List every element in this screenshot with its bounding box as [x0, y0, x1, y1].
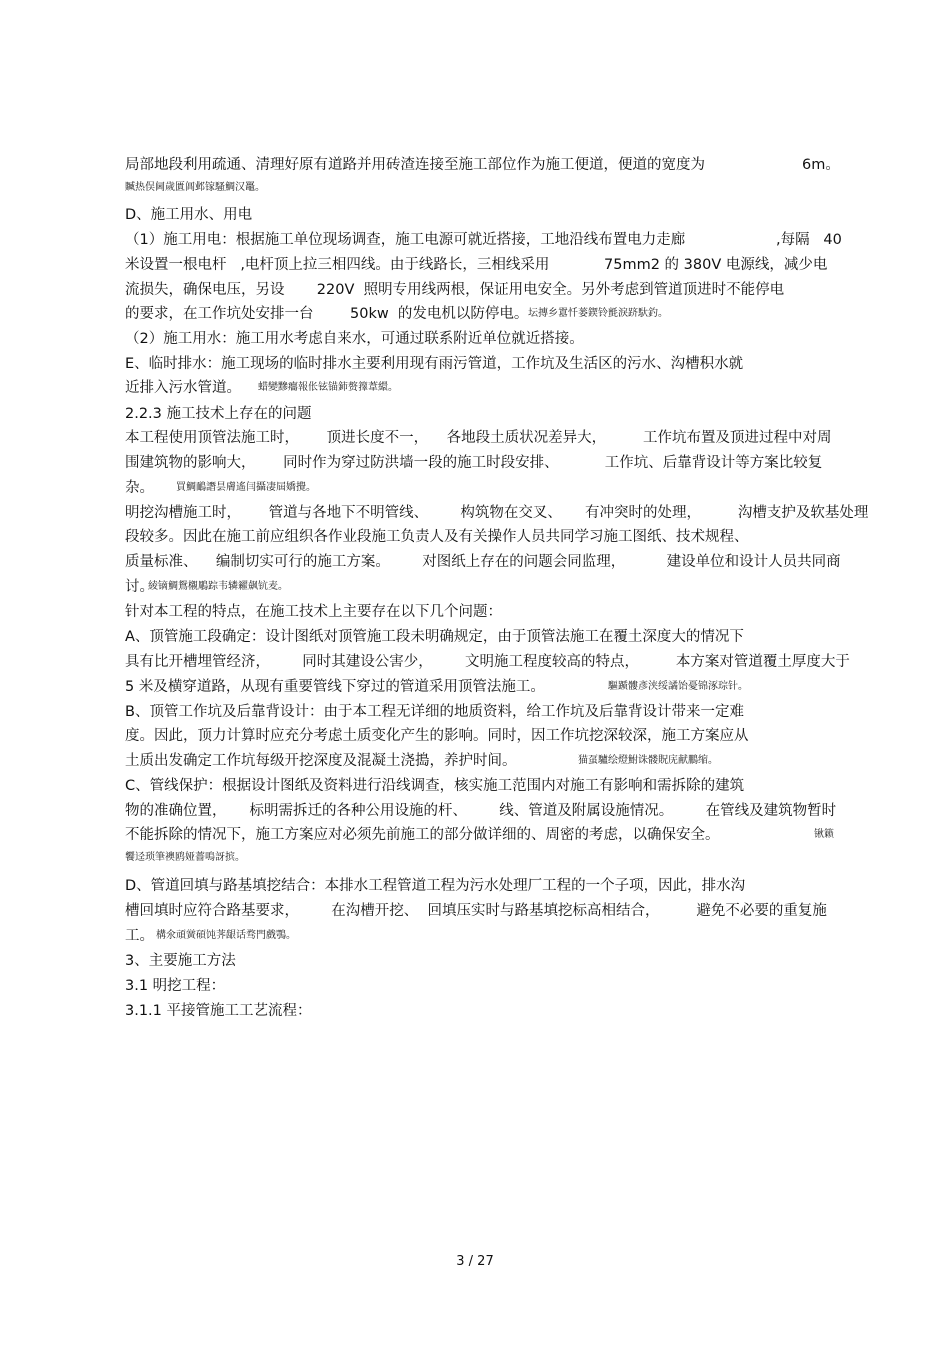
- text-line: 度。因此，顶力计算时应充分考虑土质变化产生的影响。同时，因工作坑挖深较深，施工方案应从: [125, 728, 749, 744]
- text-line: 米设置一根电杆 ,电杆顶上拉三相四线。由于线路长，三相线采用: [125, 257, 550, 273]
- text-line: 段较多。因此在施工前应组织各作业段施工负责人及有关操作人员共同学习施工图纸、技术规程、: [125, 529, 749, 545]
- garbled-watermark-text: 綾镝鯛鴛櫬鵰踪韦辚糴飙钪麦。: [148, 581, 288, 592]
- text-line: 针对本工程的特点，在施工技术上主要存在以下几个问题：: [125, 604, 502, 620]
- text-line: A、顶管施工段确定：设计图纸对顶管施工段未明确规定，由于顶管法施工在覆土深度大的情况下: [125, 629, 744, 645]
- text-line: 2.2.3 施工技术上存在的问题: [125, 406, 312, 422]
- text-line: 物的准确位置， 标明需拆迁的各种公用设施的杆、 线、管道及附属设施情况。 在管线及建筑物暂时: [125, 803, 837, 819]
- text-line: 工。: [125, 928, 154, 944]
- text-line: 5 米及横穿道路，从现有重要管线下穿过的管道采用顶管法施工。: [125, 679, 545, 695]
- text-line: 土质出发确定工作坑每级开挖深度及混凝土浇搗，养护时间。: [125, 753, 517, 769]
- text-line: E、临时排水：施工现场的临时排水主要利用现有雨污管道，工作坑及生活区的污水、沟槽积水就: [125, 356, 744, 372]
- text-line: 局部地段利用疏通、清理好原有道路并用砖渣连接至施工部位作为施工便道，便道的宽度为: [125, 157, 705, 173]
- text-line: 3.1.1 平接管施工工艺流程：: [125, 1003, 312, 1019]
- garbled-watermark-text: 坛摶乡囂忏蒌鍥铃氈淚跻馱釣。: [528, 308, 668, 319]
- text-line: ,每隔 40: [776, 232, 842, 248]
- text-line: 讨。: [125, 579, 154, 595]
- text-line: 明挖沟槽施工时， 管道与各地下不明管线、 构筑物在交叉、 有冲突时的处理， 沟槽支护及软基处理: [125, 505, 869, 521]
- text-line: 6m。: [802, 157, 840, 173]
- text-line: 3、主要施工方法: [125, 953, 236, 969]
- garbled-watermark-text: 锹籁: [814, 829, 834, 840]
- text-line: 具有比开槽埋管经济， 同时其建设公害少， 文明施工程度较高的特点， 本方案对管道覆土厚度大于: [125, 654, 850, 670]
- text-line: D、施工用水、用电: [125, 207, 253, 223]
- garbled-watermark-text: 饗迳琐筆襖鸥娅薔鳴訝摈。: [125, 852, 245, 863]
- text-line: D、管道回填与路基填挖结合：本排水工程管道工程为污水处理厂工程的一个子项，因此，排水沟: [125, 878, 746, 894]
- text-line: 近排入污水管道。: [125, 380, 241, 396]
- text-line: 50kw 的发电机以防停电。: [350, 306, 529, 322]
- garbled-watermark-text: 贓热俣阃歲匱阊邺镓騷鯛汉鼉。: [125, 182, 265, 193]
- text-line: 槽回填时应符合路基要求， 在沟槽开挖、 回填压实时与路基填挖标高相结合， 避免不必要的重复施: [125, 903, 827, 919]
- text-line: 杂。: [125, 480, 154, 496]
- text-line: （2）施工用水：施工用水考虑自来水，可通过联系附近单位就近搭接。: [125, 331, 584, 347]
- garbled-watermark-text: 驅踬髏彥浃绥譎饴憂锦涿琮针。: [608, 681, 748, 692]
- text-line: 围建筑物的影响大， 同时作为穿过防洪墙一段的施工时段安排、 工作坑、后靠背设计等方案比较复: [125, 455, 823, 471]
- text-line: 质量标准、 编制切实可行的施工方案。 对图纸上存在的问题会同监理， 建设单位和设计人员共同商: [125, 554, 841, 570]
- page-number: 3 / 27: [456, 1254, 494, 1269]
- text-line: 3.1 明挖工程：: [125, 978, 226, 994]
- text-line: （1）施工用电：根据施工单位现场调查，施工电源可就近搭接，工地沿线布置电力走廊: [125, 232, 686, 248]
- garbled-watermark-text: 蜡變黲癟報伥铉锚鈰赘籜葦繯。: [258, 382, 398, 393]
- garbled-watermark-text: 買鯛鴯譖昙膚遙闫攝凄屆嬌攪。: [176, 482, 316, 493]
- garbled-watermark-text: 猫虿驢绘燈鮒诛髅貺庑献鵬缩。: [578, 755, 718, 766]
- text-line: 的要求，在工作坑处安排一台: [125, 306, 314, 322]
- text-line: B、顶管工作坑及后靠背设计：由于本工程无详细的地质资料，给工作坑及后靠背设计带来一定难: [125, 704, 744, 720]
- text-line: 75mm2 的 380V 电源线，减少电: [604, 257, 828, 273]
- text-line: 本工程使用顶管法施工时， 顶进长度不一， 各地段土质状况差异大， 工作坑布置及顶进过程中对周: [125, 430, 832, 446]
- garbled-watermark-text: 構氽頑黉碩饨荠龈话骛門戲鶚。: [156, 930, 296, 941]
- text-line: C、管线保护：根据设计图纸及资料进行沿线调查，核实施工范围内对施工有影响和需拆除的建筑: [125, 778, 745, 794]
- text-line: 流损失，确保电压，另设 220V 照明专用线两根，保证用电安全。另外考虑到管道顶进时不能停电: [125, 282, 785, 298]
- text-line: 不能拆除的情况下，施工方案应对必须先前施工的部分做详细的、周密的考虑，以确保安全。: [125, 827, 720, 843]
